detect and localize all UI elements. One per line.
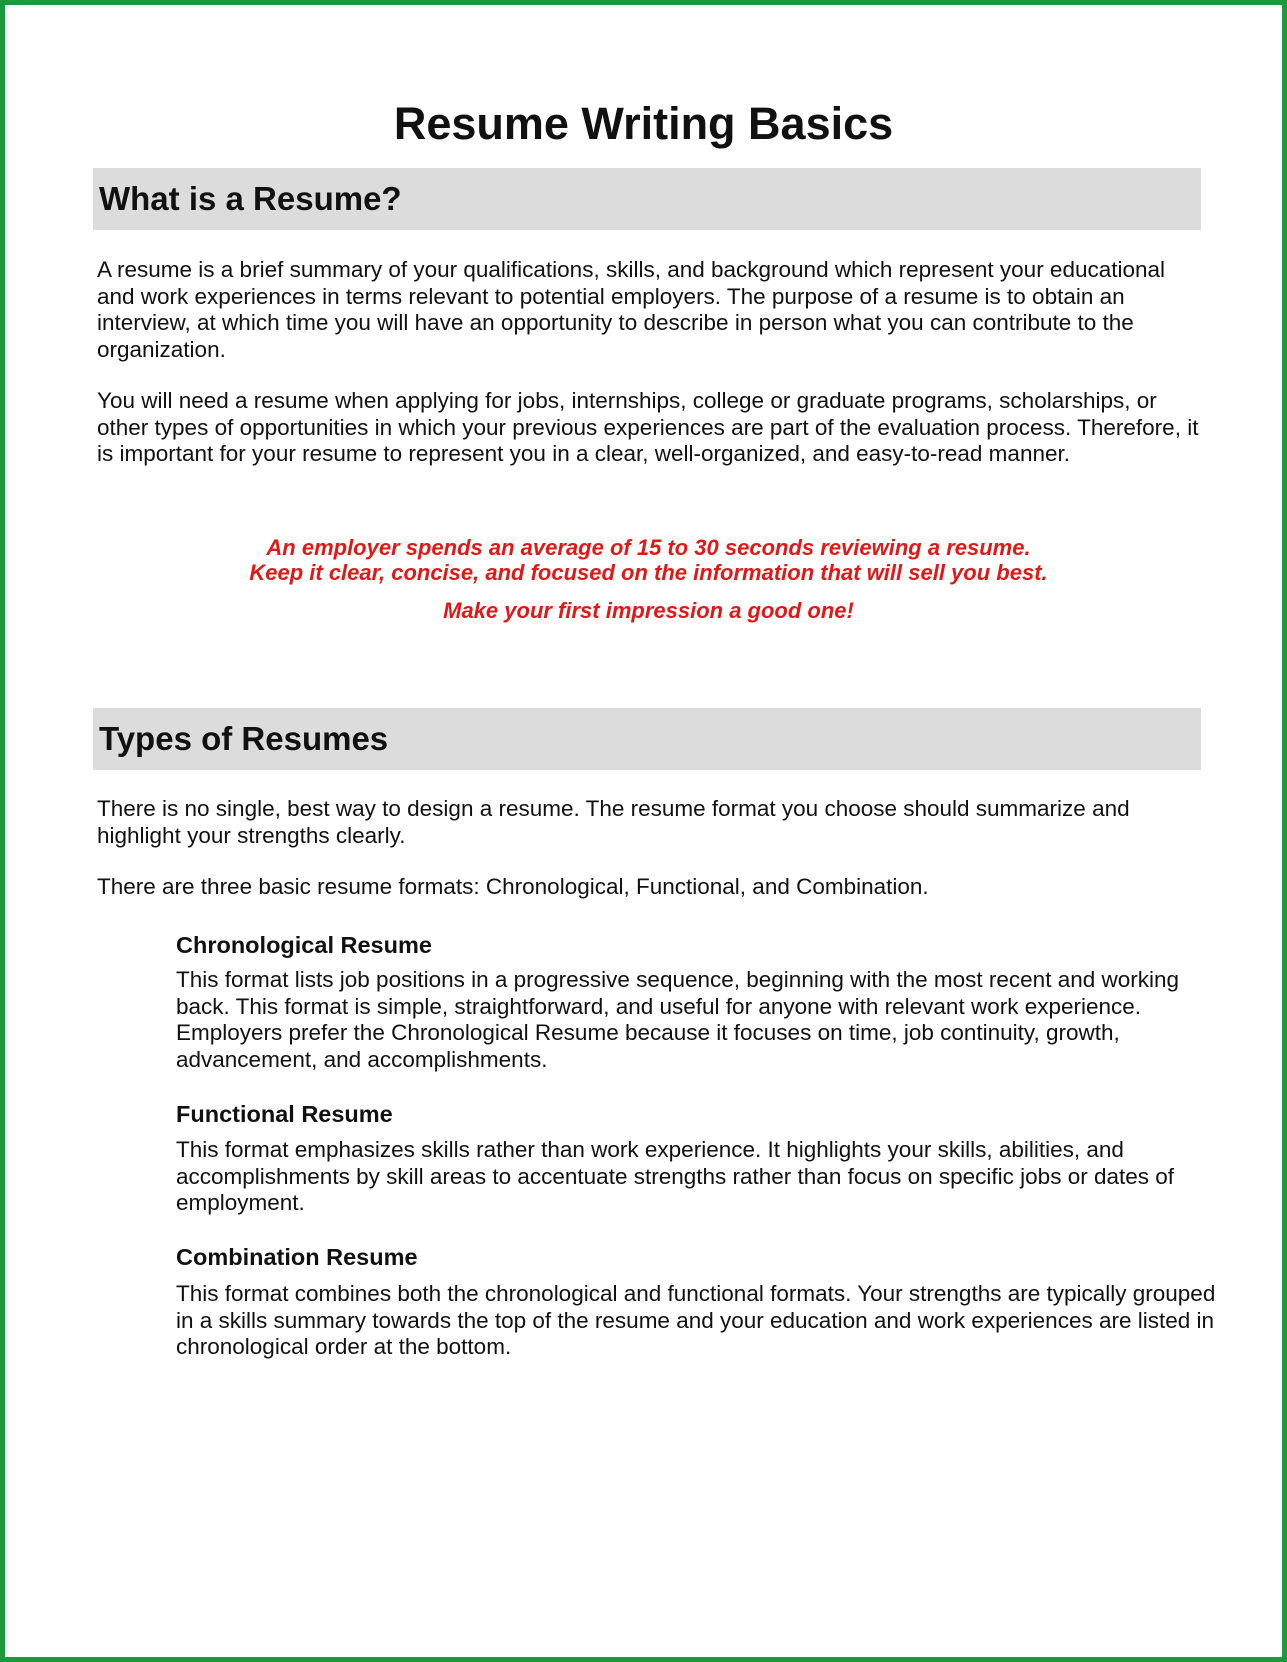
format-text-combination: This format combines both the chronological and functional formats. Your strengths are typically grouped in a skills summary towards the top of the resume and your education and work experiences are listed in chronological order at the bottom.	[176, 1281, 1216, 1359]
format-text-functional: This format emphasizes skills rather than work experience. It highlights your skills, abilities, and accomplishments by skill areas to accentuate strengths rather than focus on specific jobs or dates of employment.	[176, 1137, 1175, 1215]
section-header-what-is-resume	[93, 168, 1201, 230]
paragraph-when-needed: You will need a resume when applying for jobs, internships, college or graduate programs, scholarships, or other types of opportunities in which your previous experiences are part of the evaluation process. Therefore, it is important for your resume to represent you in a clear, well-organized, and easy-to-read manner.	[97, 388, 1199, 466]
section-heading: Types of Resumes	[99, 720, 389, 757]
format-title-functional: Functional Resume	[176, 1101, 393, 1127]
callout-line-2: Keep it clear, concise, and focused on the information that will sell you best.	[249, 560, 1048, 585]
section-heading: What is a Resume?	[99, 180, 402, 217]
paragraph-three-formats: There are three basic resume formats: Chronological, Functional, and Combination.	[97, 874, 929, 899]
callout-line-3: Make your first impression a good one!	[443, 598, 854, 623]
paragraph-definition: A resume is a brief summary of your qualifications, skills, and background which represent your educational and work experiences in terms relevant to potential employers. The purpose of a resume is to obtain an interview, at which time you will have an opportunity to describe in person what you can contribute to the organization.	[97, 257, 1166, 362]
document-page	[5, 5, 1282, 1657]
paragraph-no-single-way: There is no single, best way to design a resume. The resume format you choose should summarize and highlight your strengths clearly.	[97, 796, 1130, 848]
format-title-combination: Combination Resume	[176, 1244, 418, 1270]
format-text-chronological: This format lists job positions in a progressive sequence, beginning with the most recent and working back. This format is simple, straightforward, and useful for anyone with relevant work experience. Employers prefer the Chronological Resume because it focuses on time, job continuity, growth, advancement, and accomplishments.	[176, 967, 1180, 1072]
callout-line-1: An employer spends an average of 15 to 30 seconds reviewing a resume.	[266, 535, 1031, 560]
document-title: Resume Writing Basics	[393, 98, 894, 149]
format-title-chronological: Chronological Resume	[176, 932, 432, 958]
section-header-types-of-resumes	[93, 708, 1201, 770]
